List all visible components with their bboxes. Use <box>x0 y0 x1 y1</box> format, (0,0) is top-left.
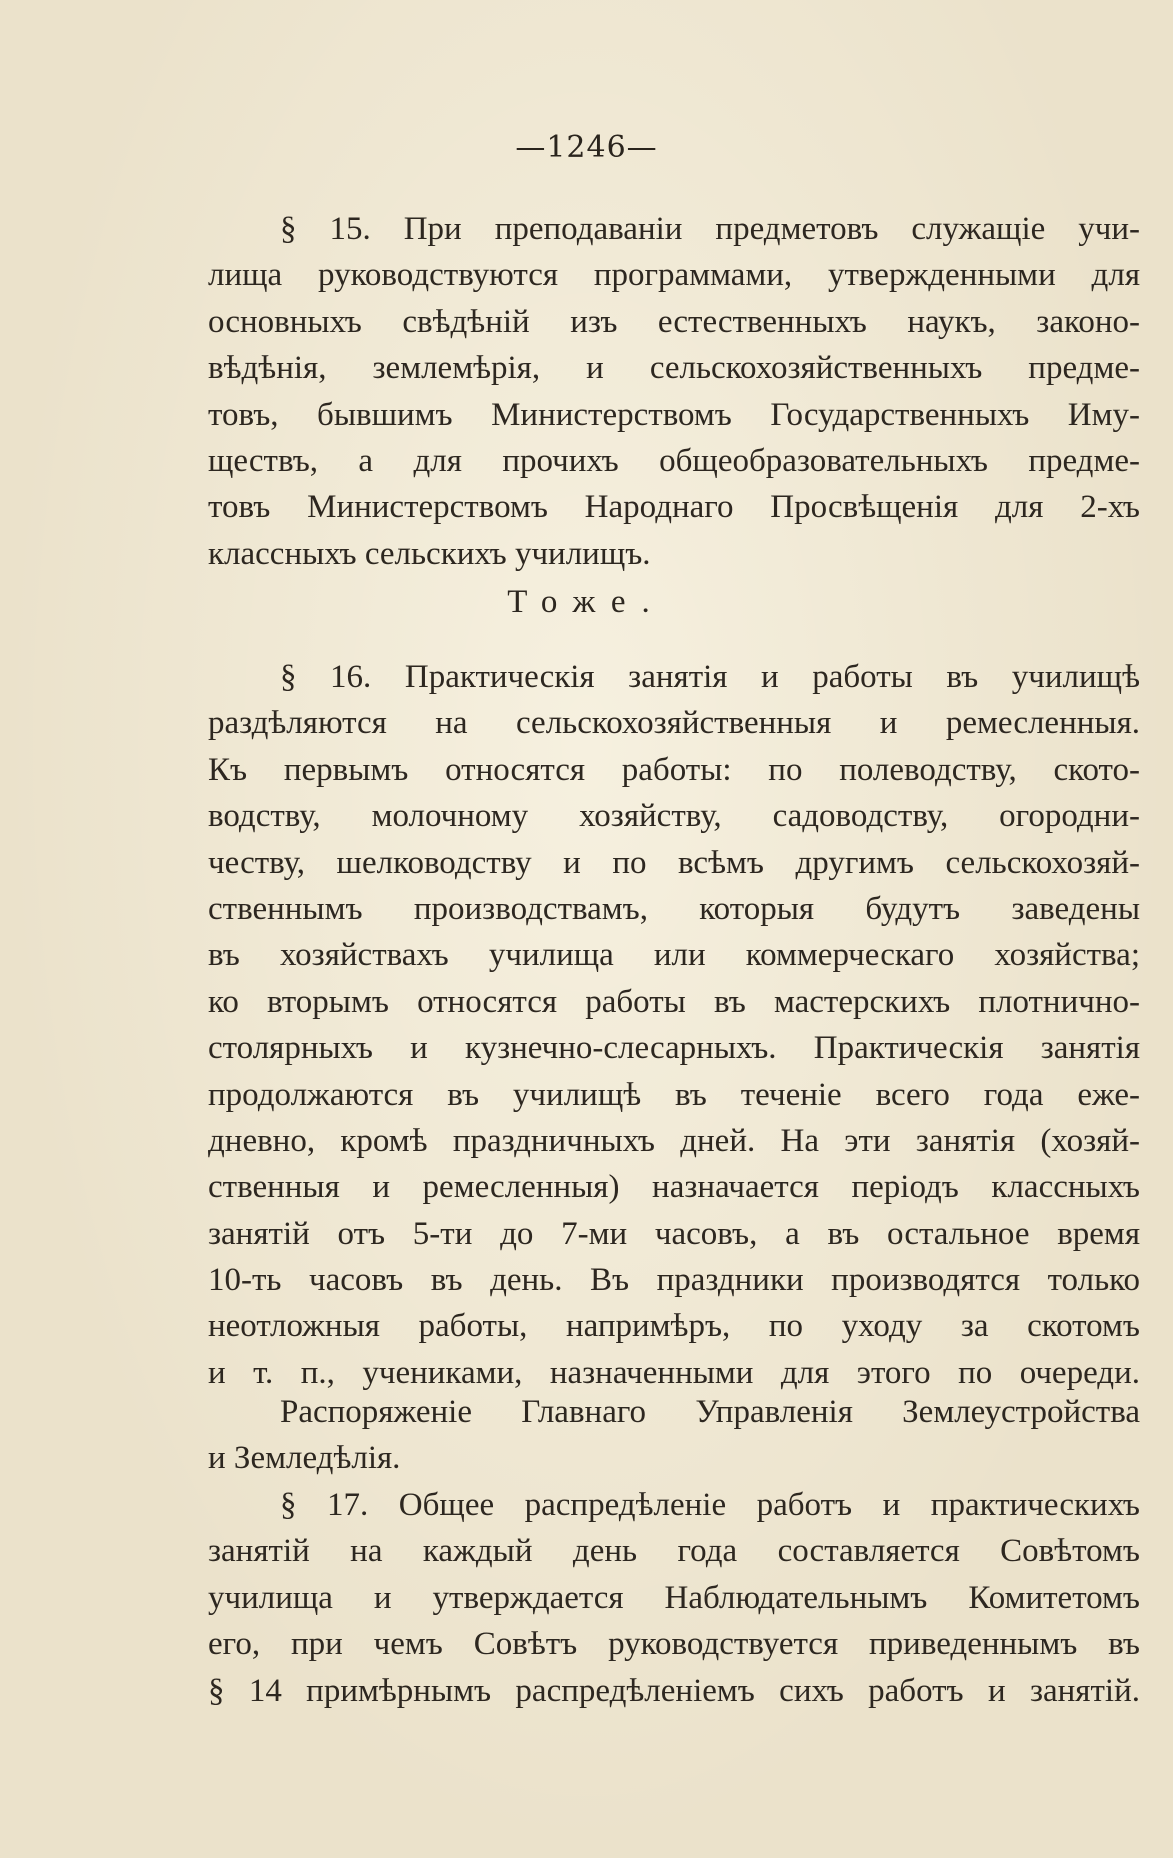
paragraph-line: ственныя и ремесленныя) назначается періодъ классныхъ <box>208 1169 1140 1206</box>
order-note <box>208 1389 1140 1482</box>
paragraph-line: и Земледѣлія. <box>208 1440 401 1477</box>
paragraph-line: ществъ, а для прочихъ общеобразовательныхъ предме- <box>208 442 1140 479</box>
paragraph-line: ственнымъ производствамъ, которыя будутъ заведены <box>208 890 1140 927</box>
paragraph-line: § 17. Общее распредѣленіе работъ и практическихъ <box>280 1487 1140 1523</box>
paragraph-line: продолжаются въ училищѣ въ теченіе всего года еже- <box>208 1076 1140 1113</box>
paragraph-line: столярныхъ и кузнечно-слесарныхъ. Практическія занятія <box>208 1030 1140 1067</box>
paragraph-line: вѣдѣнія, землемѣрія, и сельскохозяйственныхъ предме- <box>208 350 1140 387</box>
page-number: —1246— <box>515 130 658 165</box>
paragraph-line: товъ, бывшимъ Министерствомъ Государственныхъ Иму- <box>208 396 1140 433</box>
paragraph-line: Къ первымъ относятся работы: по полеводству, ското- <box>208 751 1140 788</box>
paragraph-line: и т. п., учениками, назначенными для этого по очереди. <box>208 1354 1140 1391</box>
paragraph-line: § 14 примѣрнымъ распредѣленіемъ сихъ работъ и занятій. <box>208 1672 1140 1709</box>
paragraph-line: ко вторымъ относятся работы въ мастерскихъ плотнично- <box>208 983 1140 1020</box>
paragraph-line: раздѣляются на сельскохозяйственныя и ремесленныя. <box>208 705 1140 742</box>
paragraph-line: занятій на каждый день года составляется Совѣтомъ <box>208 1533 1140 1570</box>
paragraph-line: лища руководствуются программами, утвержденными для <box>208 257 1140 294</box>
paragraph-line: классныхъ сельскихъ училищъ. <box>208 535 651 572</box>
paragraph-line: неотложныя работы, напримѣръ, по уходу за скотомъ <box>208 1308 1140 1345</box>
paragraph-17 <box>208 1482 1140 1714</box>
paragraph-line: его, при чемъ Совѣтъ руководствуется приведеннымъ въ <box>208 1626 1140 1663</box>
paragraph-line: § 16. Практическія занятія и работы въ училищѣ <box>280 659 1140 695</box>
paragraph-line: въ хозяйствахъ училища или коммерческаго хозяйства; <box>208 937 1140 974</box>
paragraph-line: дневно, кромѣ праздничныхъ дней. На эти занятія (хозяй- <box>208 1122 1140 1159</box>
section-heading: Тоже. <box>507 584 666 620</box>
paragraph-line: училища и утверждается Наблюдательнымъ Комитетомъ <box>208 1579 1140 1616</box>
paragraph-line: § 15. При преподаваніи предметовъ служащіе учи- <box>280 211 1140 247</box>
paragraph-16 <box>208 654 1140 1396</box>
paragraph-line: товъ Министерствомъ Народнаго Просвѣщенія для 2-хъ <box>208 489 1140 526</box>
paragraph-line: занятій отъ 5-ти до 7-ми часовъ, а въ остальное время <box>208 1215 1140 1252</box>
paragraph-line: честву, шелководству и по всѣмъ другимъ сельскохозяй- <box>208 844 1140 881</box>
paragraph-line: 10-ть часовъ въ день. Въ праздники производятся только <box>208 1262 1140 1299</box>
paragraph-line: водству, молочному хозяйству, садоводству, огородни- <box>208 798 1140 835</box>
paragraph-line: Распоряженіе Главнаго Управленія Землеустройства <box>280 1394 1140 1430</box>
paragraph-15 <box>208 206 1140 577</box>
paragraph-line: основныхъ свѣдѣній изъ естественныхъ наукъ, законо- <box>208 303 1140 340</box>
